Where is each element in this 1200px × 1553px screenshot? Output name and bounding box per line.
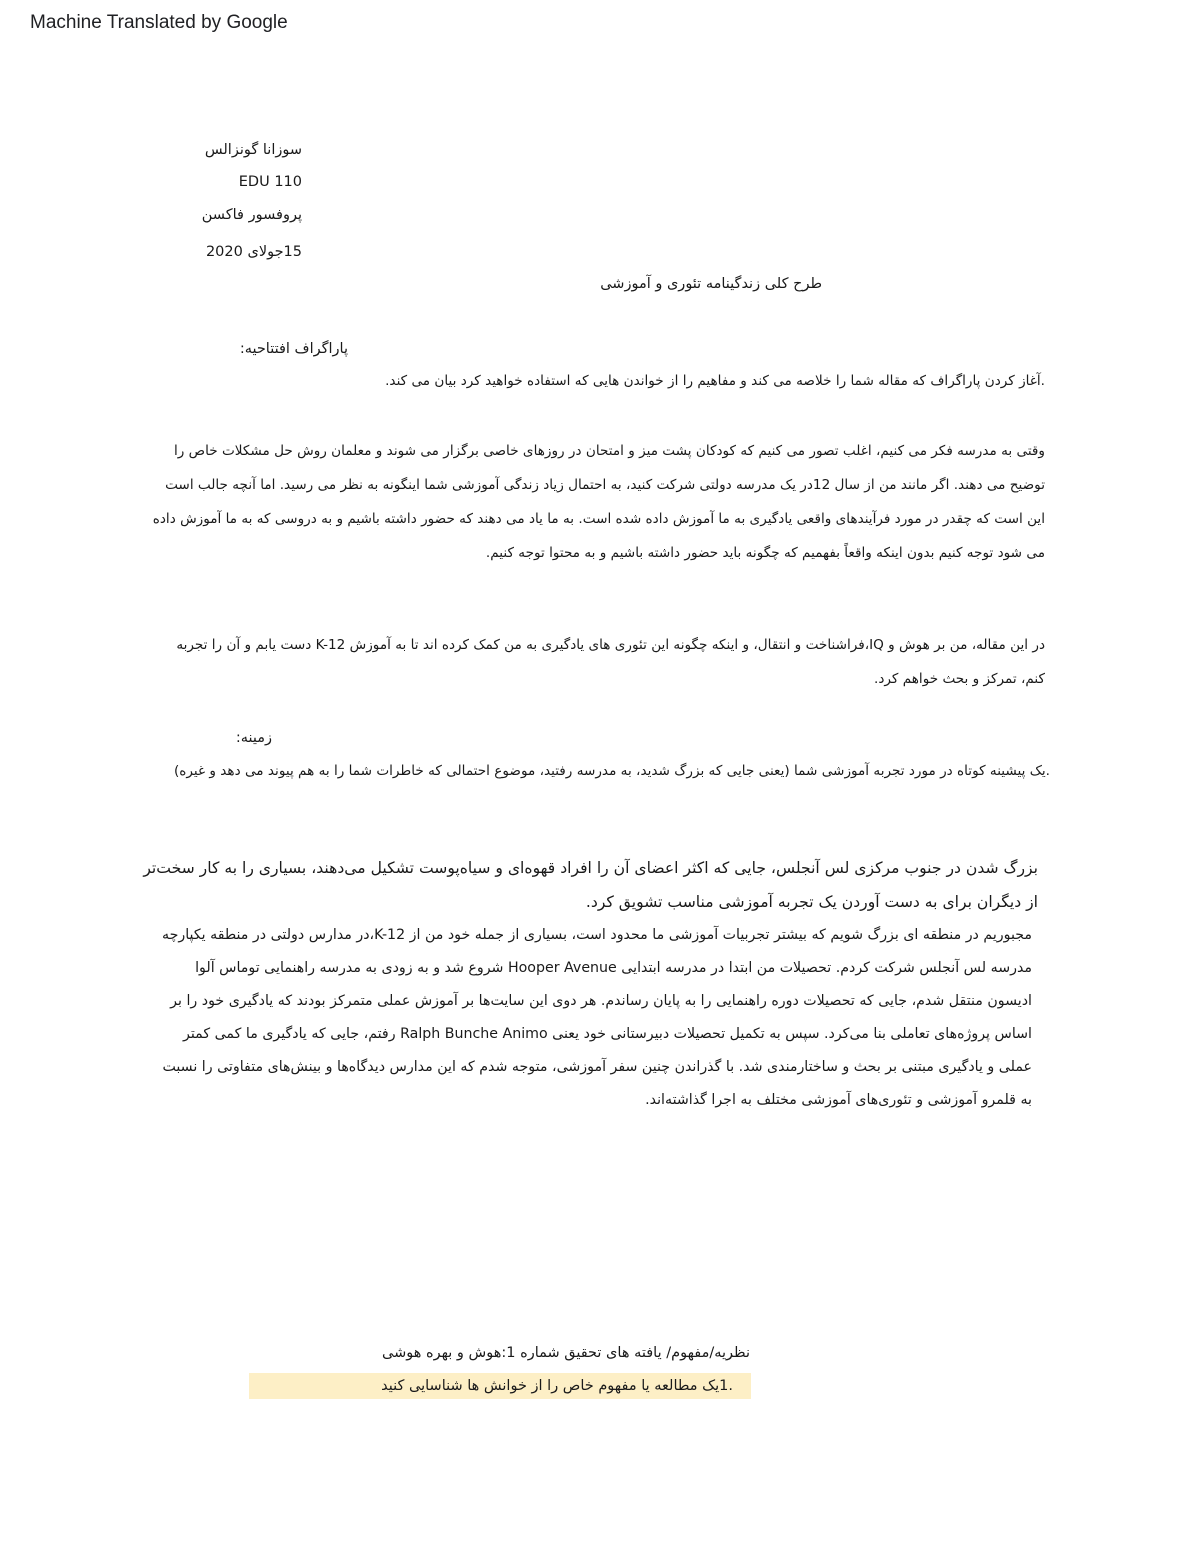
document-title: طرح کلی زندگینامه تئوری و آموزشی <box>600 276 822 292</box>
opening-instruction: .آغاز کردن پاراگراف که مقاله شما را خلاصه می کند و مفاهیم را از خواندن هایی که استفاده خواهید کرد بیان می کند. <box>385 373 1045 389</box>
background-heading: زمینه: <box>235 730 272 746</box>
opening-paragraph: وقتی به مدرسه فکر می کنیم، اغلب تصور می کنیم که کودکان پشت میز و امتحان در روزهای خاصی برگزار می شوند و معلمان روش حل مشکلات خاص را توضیح می دهند. اگر مانند من از سال 12در یک مدرسه دولتی شرکت کنید، به احتمال زیاد زندگی آموزشی شما اینگونه به نظر می رسید. اما آنچه جالب است این است که چقدر در مورد فرآیندهای واقعی یادگیری به ما آموزش داده شده است. به ما یاد می دهند که حضور داشته باشیم و به دروسی که به ما آموزش داده می شود توجه کنیم بدون اینکه واقعاً بفهمیم که چگونه باید حضور داشته باشیم و به محتوا توجه کنیم. <box>152 443 1045 561</box>
background-paragraph: مجبوریم در منطقه ای بزرگ شویم که بیشتر تجربیات آموزشی ما محدود است، بسیاری از جمله خود من از K-12،در مدارس دولتی در منطقه یکپارچه مدرسه لس آنجلس شرکت کردم. تحصیلات من ابتدا در مدرسه ابتدایی Hooper Avenue شروع شد و به زودی به مدرسه راهنمایی توماس آلوا ادیسون منتقل شدم، جایی که تحصیلات دوره راهنمایی را به پایان رساندم. هر دوی این سایت‌ها بر آموزش عملی متمرکز بودند که یادگیری خود را بر اساس پروژه‌های تعاملی بنا می‌کرد. سپس به تکمیل تحصیلات دبیرستانی خود یعنی Ralph Bunche Animo رفتم، جایی که یادگیری ما کمی کمتر عملی و یادگیری مبتنی بر بحث و ساختارمندی شد. با گذراندن چنین سفر آموزشی، متوجه شدم که این مدارس دیدگاه‌ها و بینش‌های متفاوتی را نسبت به قلمرو آموزشی و تئوری‌های آموزشی مختلف به اجرا گذاشته‌اند. <box>161 927 1032 1108</box>
theory-heading: نظریه/مفهوم/ یافته های تحقیق شماره 1:هوش و بهره هوشی <box>382 1345 750 1361</box>
opening-heading: پاراگراف افتتاحیه: <box>239 341 348 357</box>
author-name: سوزانا گونزالس <box>204 142 302 158</box>
course-code: EDU 110 <box>238 174 302 190</box>
background-lead-paragraph: بزرگ شدن در جنوب مرکزی لس آنجلس، جایی که اکثر اعضای آن را افراد قهوه‌ای و سیاه‌پوست تشکیل می‌دهند، بسیاری را به کار سخت‌تر از دیگران برای به دست آوردن یک تجربه آموزشی مناسب تشویق کرد. <box>143 859 1038 911</box>
professor-name: پروفسور فاکسن <box>201 207 302 223</box>
theory-instruction-highlight: .1یک مطالعه یا مفهوم خاص را از خوانش ها شناسایی کنید <box>249 1373 751 1399</box>
thesis-paragraph: در این مقاله، من بر هوش و IQ،فراشناخت و انتقال، و اینکه چگونه این تئوری های یادگیری به من کمک کرده اند تا به آموزش K-12 دست یابم و آن را تجربه کنم، تمرکز و بحث خواهم کرد. <box>176 637 1045 687</box>
background-instruction: .یک پیشینه کوتاه در مورد تجربه آموزشی شما (یعنی جایی که بزرگ شدید، به مدرسه رفتید، موضوع احتمالی که خاطرات شما را به هم پیوند می دهد و غیره) <box>173 763 1050 779</box>
document-date: 15جولای 2020 <box>205 244 302 260</box>
machine-translated-banner: Machine Translated by Google <box>30 12 288 33</box>
